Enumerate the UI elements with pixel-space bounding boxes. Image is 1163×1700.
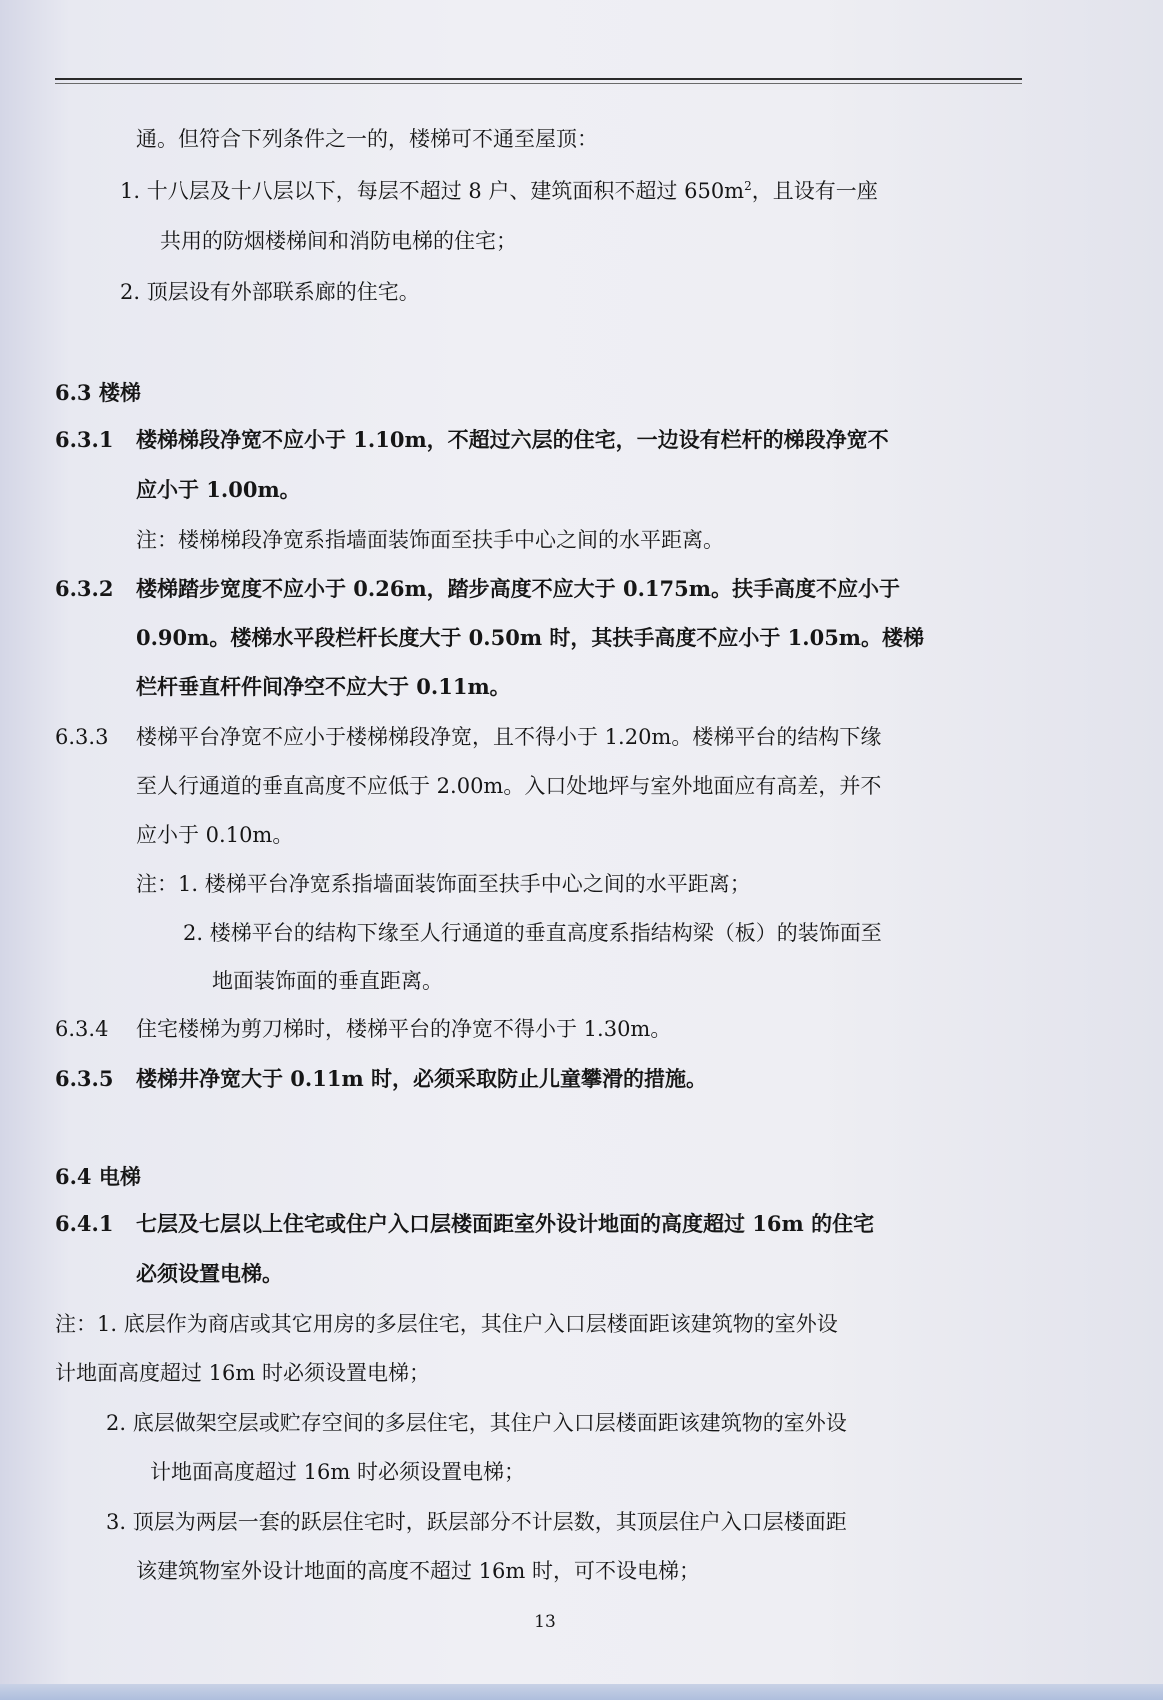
section-heading-6-3: 6.3 楼梯 — [55, 380, 141, 405]
clause-text: 应小于 0.10m。 — [136, 823, 294, 847]
clause-text: 楼梯梯段净宽不应小于 1.10m，不超过六层的住宅，一边设有栏杆的梯段净宽不 — [136, 427, 889, 452]
clause-note: 地面装饰面的垂直距离。 — [212, 969, 443, 993]
clause-number: 6.3.2 — [55, 576, 114, 601]
clause-note: 注：1. 底层作为商店或其它用房的多层住宅，其住户入口层楼面距该建筑物的室外设 — [55, 1312, 838, 1336]
clause-note: 2. 底层做架空层或贮存空间的多层住宅，其住户入口层楼面距该建筑物的室外设 — [106, 1411, 847, 1435]
clause-note: 计地面高度超过 16m 时必须设置电梯； — [150, 1460, 525, 1484]
scan-edge — [0, 1684, 1163, 1700]
clause-text: 必须设置电梯。 — [136, 1261, 283, 1286]
clause-text: 七层及七层以上住宅或住户入口层楼面距室外设计地面的高度超过 16m 的住宅 — [136, 1211, 875, 1236]
clause-number: 6.3.3 — [55, 725, 109, 749]
clause-text: 楼梯平台净宽不应小于楼梯梯段净宽，且不得小于 1.20m。楼梯平台的结构下缘 — [136, 725, 882, 749]
section-heading-6-4: 6.4 电梯 — [55, 1164, 141, 1189]
header-rule — [55, 78, 1022, 80]
clause-note: 2. 楼梯平台的结构下缘至人行通道的垂直高度系指结构梁（板）的装饰面至 — [183, 921, 882, 945]
superscript: 2 — [744, 179, 752, 193]
clause-number: 6.3.4 — [55, 1017, 109, 1041]
clause-text: 应小于 1.00m。 — [136, 477, 301, 502]
clause-note: 该建筑物室外设计地面的高度不超过 16m 时，可不设电梯； — [136, 1559, 700, 1583]
text-line: 通。但符合下列条件之一的，楼梯可不通至屋顶： — [136, 127, 598, 151]
header-rule-thin — [55, 83, 1022, 84]
clause-text: 至人行通道的垂直高度不应低于 2.00m。入口处地坪与室外地面应有高差，并不 — [136, 774, 882, 798]
list-item-1 — [120, 176, 878, 206]
clause-note: 3. 顶层为两层一套的跃层住宅时，跃层部分不计层数，其顶层住户入口层楼面距 — [106, 1510, 847, 1534]
clause-text: 楼梯踏步宽度不应小于 0.26m，踏步高度不应大于 0.175m。扶手高度不应小于 — [136, 576, 900, 601]
clause-text: 栏杆垂直杆件间净空不应大于 0.11m。 — [136, 674, 511, 699]
clause-number: 6.3.1 — [55, 427, 114, 452]
clause-text: 楼梯井净宽大于 0.11m 时，必须采取防止儿童攀滑的措施。 — [136, 1066, 707, 1091]
clause-note: 注：楼梯梯段净宽系指墙面装饰面至扶手中心之间的水平距离。 — [136, 528, 724, 552]
list-item-2: 2. 顶层设有外部联系廊的住宅。 — [120, 280, 420, 304]
page-number: 13 — [534, 1612, 556, 1632]
clause-text: 0.90m。楼梯水平段栏杆长度大于 0.50m 时，其扶手高度不应小于 1.05m。楼梯 — [136, 625, 925, 650]
clause-number: 6.3.5 — [55, 1066, 114, 1091]
list-item-text: 1. 十八层及十八层以下，每层不超过 8 户、建筑面积不超过 650m — [120, 179, 745, 203]
clause-number: 6.4.1 — [55, 1211, 114, 1236]
list-item-text: ，且设有一座 — [751, 179, 878, 203]
text-line: 共用的防烟楼梯间和消防电梯的住宅； — [160, 229, 517, 253]
clause-note: 注：1. 楼梯平台净宽系指墙面装饰面至扶手中心之间的水平距离； — [136, 872, 751, 896]
clause-note: 计地面高度超过 16m 时必须设置电梯； — [55, 1361, 430, 1385]
clause-text: 住宅楼梯为剪刀梯时，楼梯平台的净宽不得小于 1.30m。 — [136, 1017, 672, 1041]
